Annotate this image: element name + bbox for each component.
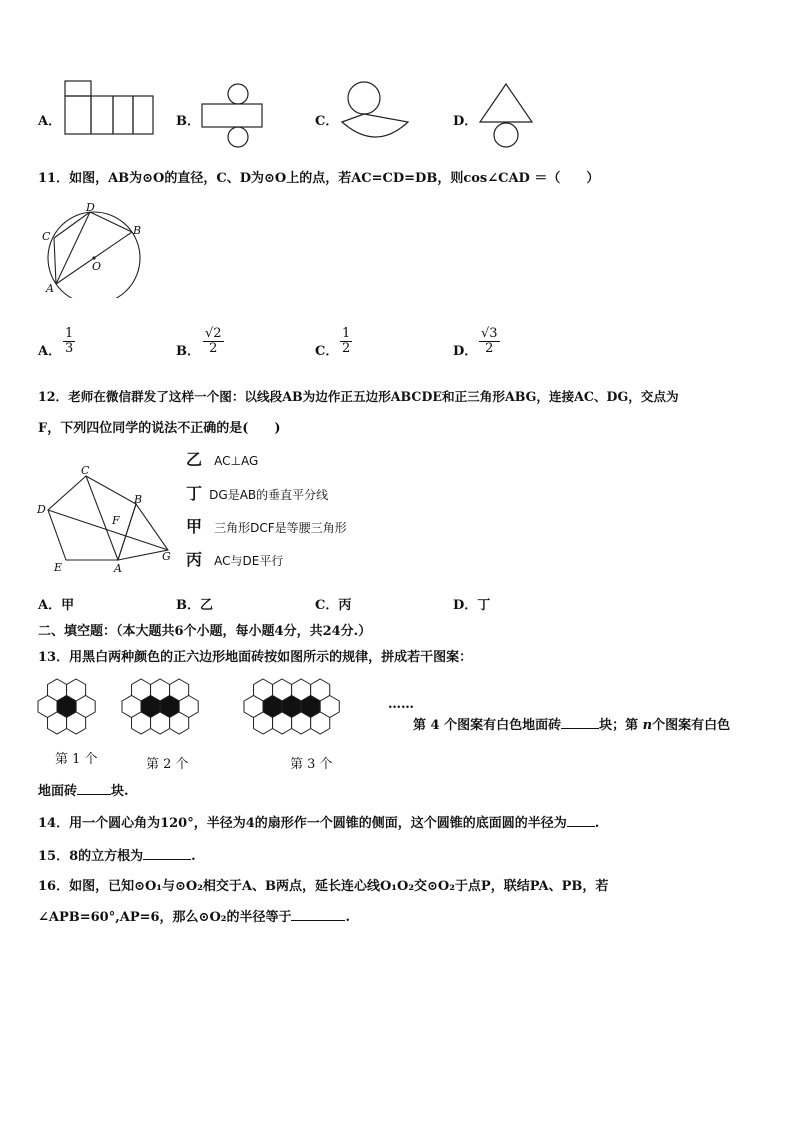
q11-option-b-value bbox=[203, 327, 224, 356]
q11-label-d: D bbox=[86, 201, 95, 214]
q10-option-c-figure bbox=[336, 80, 418, 142]
q12-option-c: C．丙 bbox=[315, 598, 352, 613]
q11-option-b-label: B． bbox=[176, 344, 200, 359]
q12-statement-1-text: AC⊥AG bbox=[214, 454, 259, 468]
q12-label-a: A bbox=[114, 562, 122, 575]
q11-option-c-denominator: 2 bbox=[342, 341, 351, 356]
q11-stem: 11．如图，AB为⊙O的直径，C、D为⊙O上的点，若AC=CD=DB，则cos∠CAD ＝（ ） bbox=[38, 171, 600, 186]
q10-option-b-figure bbox=[198, 82, 266, 148]
q12-statement-2 bbox=[186, 481, 328, 504]
pattern-3-white-tile bbox=[254, 712, 273, 734]
q11-option-a-denominator: 3 bbox=[65, 341, 74, 356]
q13-caption-2: 第 2 个 bbox=[146, 757, 189, 772]
q10-option-a-label: A． bbox=[38, 114, 62, 129]
q12-statement-2-text: DG是AB的垂直平分线 bbox=[209, 488, 329, 502]
q16-line1: 16．如图，已知⊙O₁与⊙O₂相交于A、B两点，延长连心线O₁O₂交⊙O₂于点P，联结PA、PB，若 bbox=[38, 879, 609, 894]
q11-option-a-value bbox=[63, 327, 75, 356]
q10-option-b-label: B． bbox=[176, 114, 200, 129]
section2-heading: 二、填空题：（本大题共6个小题，每小题4分，共24分.） bbox=[38, 624, 372, 639]
q11-figure bbox=[38, 198, 148, 298]
q12-label-e: E bbox=[54, 561, 63, 574]
q11-option-d-value bbox=[479, 327, 500, 356]
q13-hex-patterns bbox=[36, 675, 386, 747]
q12-option-a: A．甲 bbox=[38, 598, 75, 613]
q14: 14．用一个圆心角为120°，半径为4的扇形作一个圆锥的侧面，这个圆锥的底面圆的半径为 . bbox=[38, 816, 600, 831]
q12-statement-4-text: AC与DE平行 bbox=[214, 554, 284, 568]
q10-option-d-figure bbox=[474, 80, 538, 150]
pattern-2-white-tile bbox=[151, 712, 170, 734]
q11-option-b-denominator: 2 bbox=[209, 341, 218, 356]
pattern-3-white-tile bbox=[292, 712, 311, 734]
q11-option-d-denominator: 2 bbox=[485, 341, 494, 356]
q13-stem: 13．用黑白两种颜色的正六边形地面砖按如图所示的规律，拼成若干图案： bbox=[38, 650, 473, 665]
q12-option-d: D．丁 bbox=[453, 598, 491, 613]
q11-option-b-numerator: √2 bbox=[205, 326, 222, 341]
q12-statement-3 bbox=[186, 514, 347, 537]
q13-line2: 地面砖 块. bbox=[38, 784, 129, 799]
q11-label-b: B bbox=[133, 224, 142, 237]
q11-option-c-numerator: 1 bbox=[342, 326, 351, 341]
pattern-1-white-tile bbox=[67, 712, 86, 734]
q10-option-c-label: C． bbox=[315, 114, 339, 129]
q12-stem-line2: F，下列四位同学的说法不正确的是( ) bbox=[38, 421, 281, 436]
q11-label-a: A bbox=[46, 282, 54, 295]
q11-label-c: C bbox=[42, 230, 51, 243]
q11-option-d-numerator: √3 bbox=[481, 326, 498, 341]
q11-option-a-label: A． bbox=[38, 344, 62, 359]
q12-stem-line1: 12．老师在微信群发了这样一个图：以线段AB为边作正五边形ABCDE和正三角形ABG，连接AC、DG，交点为 bbox=[38, 389, 679, 404]
q11-option-c-label: C． bbox=[315, 344, 339, 359]
q12-label-d: D bbox=[37, 503, 46, 516]
q12-statement-2-who: 丁 bbox=[186, 484, 203, 503]
q12-statement-3-who: 甲 bbox=[186, 517, 203, 536]
q12-option-b: B．乙 bbox=[176, 598, 214, 613]
pattern-2-white-tile bbox=[132, 712, 151, 734]
q12-label-c: C bbox=[81, 464, 90, 477]
pattern-2-white-tile bbox=[170, 712, 189, 734]
q12-label-f: F bbox=[112, 514, 120, 527]
pattern-3-white-tile bbox=[273, 712, 292, 734]
q13-line1: 第 4 个图案有白色地面砖 块；第 n个图案有白色 bbox=[413, 718, 731, 733]
q12-statement-1-who: 乙 bbox=[186, 450, 203, 469]
q13-ellipsis: …… bbox=[388, 697, 414, 712]
q13-caption-3: 第 3 个 bbox=[290, 757, 333, 772]
q16-line2: ∠APB=60°,AP=6，那么⊙O₂的半径等于 . bbox=[38, 910, 350, 925]
q10-option-d-label: D． bbox=[453, 114, 478, 129]
q10-option-a-figure bbox=[60, 76, 160, 140]
pattern-3-white-tile bbox=[311, 712, 330, 734]
q11-option-c-value bbox=[340, 327, 352, 356]
q11-label-o: O bbox=[92, 260, 102, 273]
q11-option-a-numerator: 1 bbox=[65, 326, 74, 341]
q15: 15．8的立方根为 . bbox=[38, 849, 196, 864]
q12-statement-4-who: 丙 bbox=[186, 550, 203, 569]
q12-statement-4 bbox=[186, 547, 283, 570]
q12-label-g: G bbox=[162, 550, 171, 563]
q12-statement-3-text: 三角形DCF是等腰三角形 bbox=[214, 521, 347, 535]
q12-statement-1 bbox=[186, 447, 258, 470]
pattern-1-white-tile bbox=[48, 712, 67, 734]
q13-caption-1: 第 1 个 bbox=[55, 752, 98, 767]
q12-figure bbox=[34, 462, 184, 576]
q12-label-b: B bbox=[134, 493, 143, 506]
q11-option-d-label: D． bbox=[453, 344, 478, 359]
